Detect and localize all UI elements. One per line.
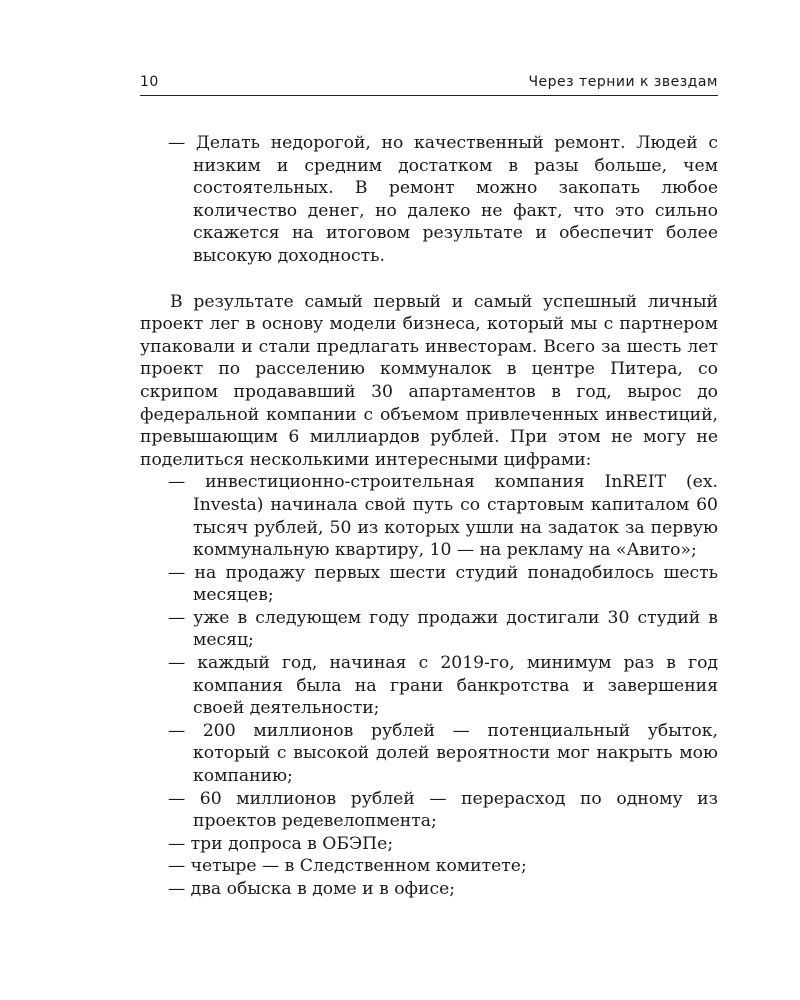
page-header <box>140 70 718 96</box>
list-item: — 60 миллионов рублей — перерасход по одному из проектов редевелопмента; <box>168 788 718 832</box>
list-item: — уже в следующем году продажи достигали 30 студий в месяц; <box>168 607 718 651</box>
list-item: — три допроса в ОБЭПе; <box>168 833 394 854</box>
intro-dash-item: — Делать недорогой, но качественный ремонт. Людей с низким и средним достатком в разы больше, чем состоятельных. В ремонт можно закопать любое количество денег, но далеко не факт, что это сильно скажется на итоговом результате и обеспечит более высокую доходность. <box>168 133 718 266</box>
body-paragraph: В результате самый первый и самый успешный личный проект лег в основу модели бизнеса, который мы с партнером упаковали и стали предлагать инвесторам. Всего за шесть лет проект по расселению коммуналок в центре Питера, со скрипом продававший 30 апартаментов в год, вырос до федеральной компании с объемом привлеченных инвестиций, превышающим 6 миллиардов рублей. При этом не могу не поделиться несколькими интересными цифрами: <box>140 291 718 470</box>
running-title: Через тернии к звездам <box>528 74 718 90</box>
list-item: — 200 миллионов рублей — потенциальный убыток, который с высокой долей вероятности мог накрыть мою компанию; <box>168 720 718 787</box>
list-item: — на продажу первых шести студий понадобилось шесть месяцев; <box>168 562 718 606</box>
list-item: — каждый год, начиная с 2019-го, минимум раз в год компания была на грани банкротства и завершения своей деятельности; <box>168 653 718 719</box>
list-item: — инвестиционно-строительная компания InREIT (ex. Investa) начинала свой путь со стартовым капиталом 60 тысяч рублей, 50 из которых ушли на задаток за первую коммунальную квартиру, 10 — на рекламу на «Авито»; <box>168 472 718 561</box>
list-item: — два обыска в доме и в офисе; <box>168 879 456 899</box>
list-item: — четыре — в Следственном комитете; <box>168 856 527 877</box>
facts-list <box>140 471 718 900</box>
page-body <box>140 132 718 901</box>
page-number: 10 <box>140 74 159 90</box>
